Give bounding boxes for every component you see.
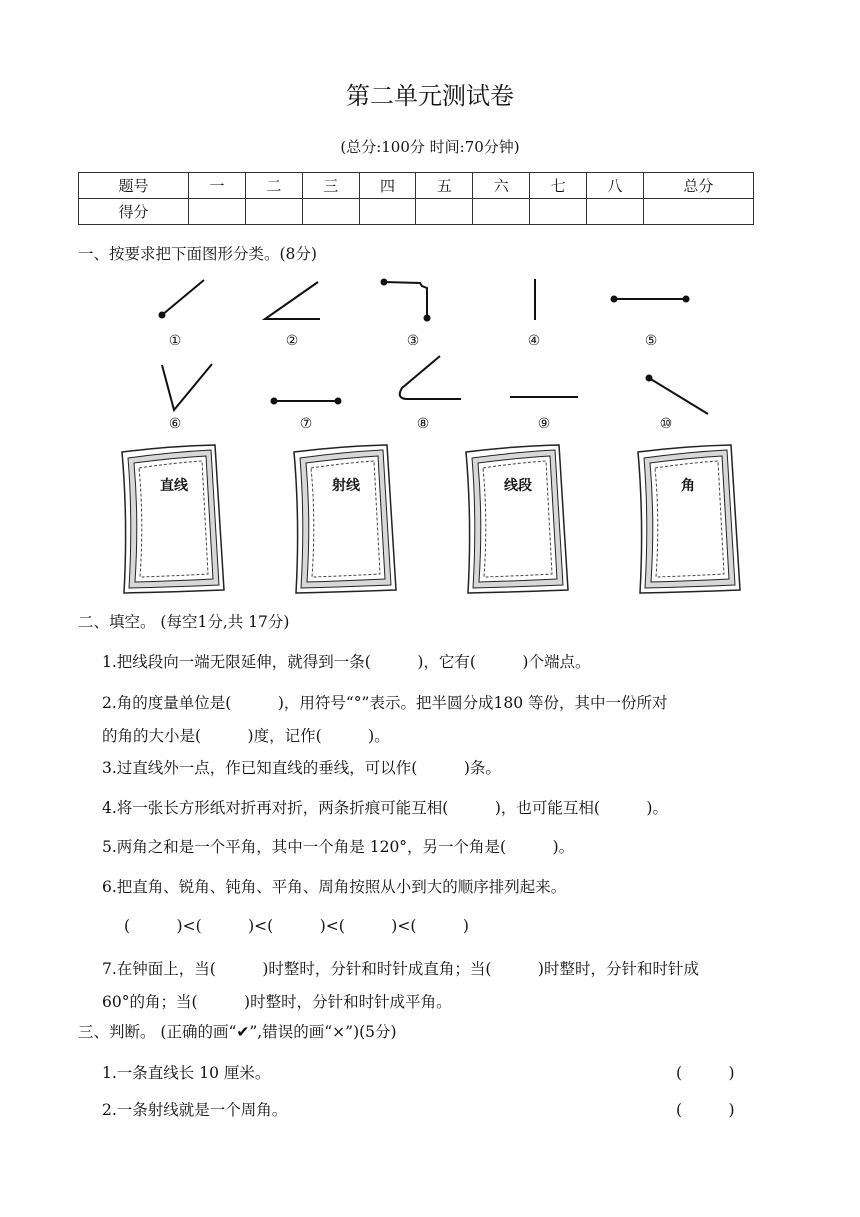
score-table-cell: 三 (302, 173, 359, 199)
card-label-straight-line: 直线 (160, 478, 188, 494)
shape-label: ⑥ (168, 416, 182, 432)
shape-3-endpoint (382, 280, 387, 285)
score-table-cell: 总分 (643, 173, 753, 199)
page-title: 第二单元测试卷 (346, 82, 514, 110)
score-table-cell: 题号 (79, 173, 189, 199)
shape-1-endpoint (160, 313, 165, 318)
score-table-cell: 一 (189, 173, 246, 199)
fill-question-7: 7.在钟面上，当( )时整时，分针和时针成直角；当( )时整时，分针和时针成 (102, 960, 699, 978)
shape-3-polyline (384, 282, 427, 318)
score-table-cell: 四 (359, 173, 416, 199)
shape-label: ③ (406, 333, 420, 349)
judge-question-1: 1.一条直线长 10 厘米。 (102, 1064, 271, 1082)
shape-label: ⑨ (537, 416, 551, 432)
shape-3-endpoint (425, 316, 430, 321)
fill-question-5: 5.两角之和是一个平角，其中一个角是 120°，另一个角是( )。 (102, 838, 575, 856)
shape-label: ⑩ (659, 416, 673, 432)
shape-7-endpoint (272, 399, 277, 404)
score-table-cell: 五 (416, 173, 473, 199)
fill-question-6: 6.把直角、锐角、钝角、平角、周角按照从小到大的顺序排列起来。 (102, 878, 567, 896)
card-label-angle: 角 (681, 478, 695, 494)
shape-6-angle (162, 364, 212, 410)
judge-question-2: 2.一条射线就是一个周角。 (102, 1101, 288, 1119)
shape-10-ray (649, 378, 708, 414)
shape-label: ② (285, 333, 299, 349)
score-table-cell: 八 (587, 173, 644, 199)
card-label-ray: 射线 (332, 478, 360, 494)
judge-answer-box-1[interactable]: ( ) (676, 1064, 735, 1082)
page-subtitle: (总分:100分 时间:70分钟) (340, 138, 520, 156)
shape-label: ⑤ (644, 333, 658, 349)
shape-label: ⑦ (299, 416, 313, 432)
fill-question-2: 2.角的度量单位是( )，用符号“°”表示。把半圆分成180 等份，其中一份所对 (102, 694, 668, 712)
fill-question-6-blanks[interactable]: ( )<( )<( )<( )<( ) (124, 917, 469, 935)
fill-question-1: 1.把线段向一端无限延伸，就得到一条( )，它有( )个端点。 (102, 653, 591, 671)
fill-question-2-cont: 的角的大小是( )度，记作( )。 (102, 727, 390, 745)
fill-question-4: 4.将一张长方形纸对折再对折，两条折痕可能互相( )，也可能互相( )。 (102, 799, 668, 817)
section3-heading: 三、判断。 (正确的画“✔”,错误的画“×”)(5分) (78, 1023, 397, 1041)
shape-5-endpoint (612, 297, 617, 302)
shape-1-ray (162, 280, 204, 315)
judge-answer-box-2[interactable]: ( ) (676, 1101, 735, 1119)
shapes-figure (0, 0, 860, 600)
score-table-cell: 六 (473, 173, 530, 199)
card-straight-line (122, 445, 224, 593)
section2-heading: 二、填空。 (每空1分,共 17分) (78, 613, 290, 631)
card-label-segment: 线段 (504, 478, 532, 494)
card-segment (466, 445, 568, 593)
fill-question-7-cont: 60°的角；当( )时整时，分针和时针成平角。 (102, 993, 452, 1011)
shape-label: ④ (527, 333, 541, 349)
shape-10-endpoint (647, 376, 652, 381)
shape-label: ① (168, 333, 182, 349)
shape-2-angle (265, 282, 320, 319)
card-angle (638, 445, 740, 593)
score-table-cell: 二 (245, 173, 302, 199)
shape-label: ⑧ (416, 416, 430, 432)
score-table-cell: 七 (530, 173, 587, 199)
shape-8-curve (400, 356, 461, 399)
card-ray (294, 445, 396, 593)
shape-7-endpoint (336, 399, 341, 404)
shape-5-endpoint (684, 297, 689, 302)
score-table-cell: 得分 (79, 199, 189, 225)
section1-heading: 一、按要求把下面图形分类。(8分) (78, 245, 317, 263)
fill-question-3: 3.过直线外一点，作已知直线的垂线，可以作( )条。 (102, 759, 501, 777)
